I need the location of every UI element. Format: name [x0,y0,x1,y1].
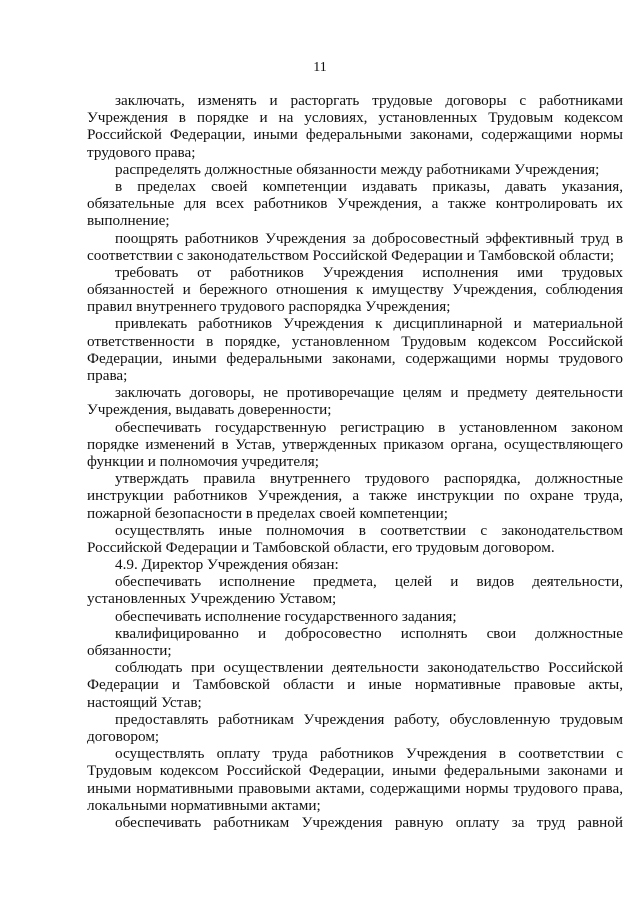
text-line: обеспечивать работникам Учреждения равную оплату за труд равной [115,813,623,831]
text-line: в пределах своей компетенции издавать приказы, давать указания, [115,177,623,195]
text-line: заключать, изменять и расторгать трудовые договоры с работниками [115,92,623,109]
text-line: правил внутреннего трудового распорядка Учреждения; [87,298,451,316]
text-line: поощрять работников Учреждения за добросовестный эффективный труд в [115,229,623,247]
text-line: утверждать правила внутреннего трудового распорядка, должностные [115,470,623,488]
document-body [87,92,623,831]
text-line: иными нормативными правовыми актами, содержащими нормы трудового права, [87,779,623,797]
text-line: требовать от работников Учреждения исполнения ими трудовых [115,263,623,281]
text-line: Федерации и Тамбовской области и иные нормативные правовые акты, [87,676,623,694]
text-line: обеспечивать государственную регистрацию в установленном законом [115,418,623,436]
text-line: осуществлять иные полномочия в соответствии с законодательством [115,521,623,539]
text-line: осуществлять оплату труда работников Учреждения в соответствии с [115,745,623,763]
text-line: Трудовым кодексом Российской Федерации, иными федеральными законами и [87,762,623,780]
text-line: обязательные для всех работников Учреждения, а также контролировать их [87,195,623,213]
text-line: Российской Федерации и Тамбовской области, его трудовым договором. [87,538,555,556]
text-line: права; [87,367,128,384]
text-line: настоящий Устав; [87,693,202,711]
text-line: договором; [87,727,160,745]
text-line: Федерации, иными федеральными законами, содержащими нормы трудового [87,349,623,367]
page-number: 11 [313,60,327,75]
text-line: функции и полномочия учредителя; [87,452,319,470]
text-line: обеспечивать исполнение государственного задания; [115,607,457,625]
text-line: пожарной безопасности в пределах своей компетенции; [87,504,448,522]
text-line: локальными нормативными актами; [87,796,321,814]
text-line: Российской Федерации, иными федеральными законами, содержащими нормы [87,126,623,144]
text-line: заключать договоры, не противоречащие целям и предмету деятельности [115,384,623,402]
text-line: порядке изменений в Устав, утвержденных приказом органа, осуществляющего [87,435,623,453]
text-line: Учреждения в порядке и на условиях, установленных Трудовым кодексом [87,109,623,127]
text-line: соблюдать при осуществлении деятельности законодательство Российской [115,659,623,677]
text-line: установленных Учреждению Уставом; [87,590,337,608]
text-line: 4.9. Директор Учреждения обязан: [115,556,339,574]
text-line: обязанности; [87,642,172,659]
text-line: квалифицированно и добросовестно исполнять свои должностные [115,624,623,642]
text-line: выполнение; [87,212,170,230]
text-line: распределять должностные обязанности между работниками Учреждения; [115,160,600,178]
text-line: обязанностей и бережного отношения к имуществу Учреждения, соблюдения [87,281,623,299]
text-line: ответственности в порядке, установленном Трудовым кодексом Российской [87,332,623,350]
text-line: обеспечивать исполнение предмета, целей и видов деятельности, [115,573,623,591]
text-line: инструкции работников Учреждения, а также инструкции по охране труда, [87,487,623,505]
text-line: предоставлять работникам Учреждения работу, обусловленную трудовым [115,710,623,728]
text-line: Учреждения, выдавать доверенности; [87,401,332,419]
text-line: трудового права; [87,143,196,161]
text-line: привлекать работников Учреждения к дисциплинарной и материальной [115,315,623,333]
text-line: соответствии с законодательством Российской Федерации и Тамбовской области; [87,246,615,264]
